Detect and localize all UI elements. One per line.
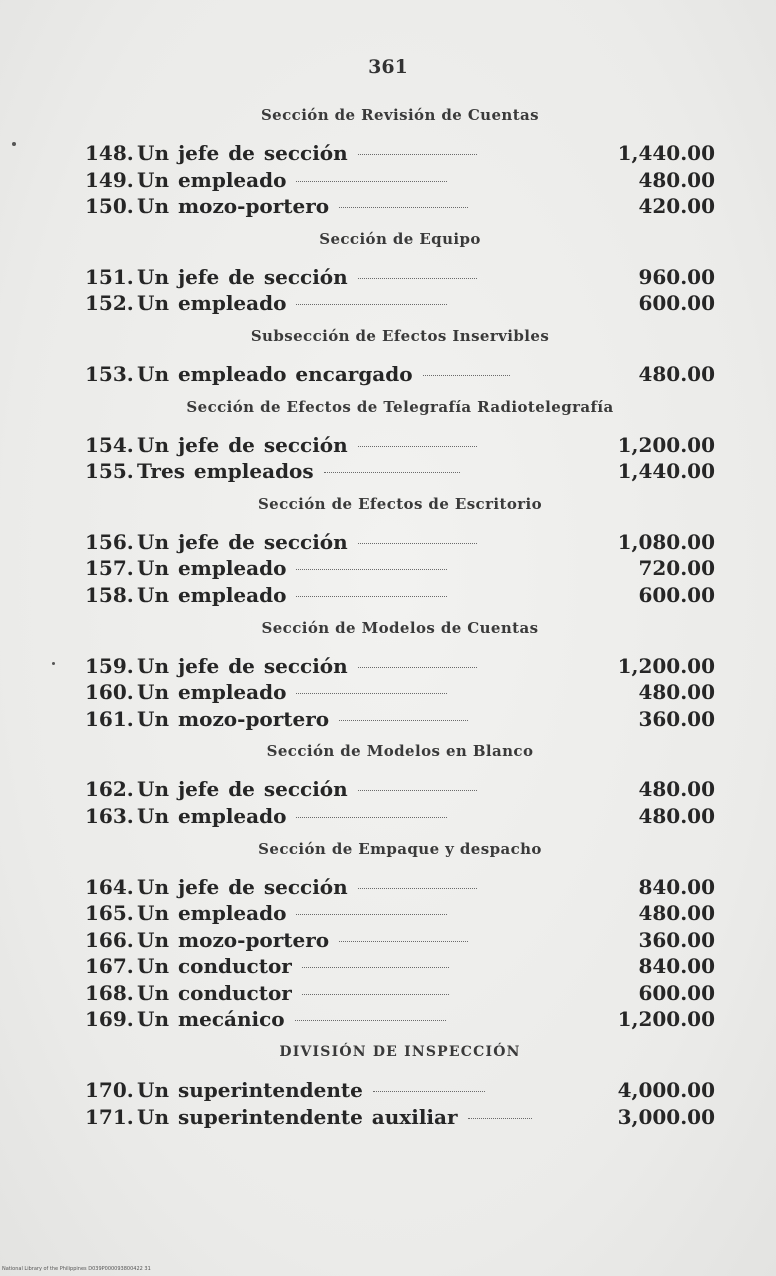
- item-number: 153.: [85, 361, 134, 386]
- item-amount: 420.00: [638, 194, 715, 219]
- item-label: Un empleado: [137, 582, 287, 607]
- item-number: 149.: [85, 167, 134, 192]
- item-label: Un superintendente: [137, 1078, 363, 1103]
- section-heading: DIVISIÓN DE INSPECCIÓN: [279, 1044, 521, 1061]
- item-number: 150.: [85, 194, 134, 219]
- item-label: Un empleado encargado: [137, 361, 413, 386]
- item-amount: 360.00: [638, 927, 715, 952]
- item-number: 169.: [85, 1007, 134, 1032]
- footer-credit: National Library of the Philippines D039P000093800422 31: [2, 1266, 151, 1272]
- item-number: 160.: [85, 680, 134, 705]
- item-number: 161.: [85, 706, 134, 731]
- item-amount: 1,440.00: [617, 459, 715, 484]
- list-item: [85, 1077, 715, 1104]
- list-item: [85, 900, 715, 927]
- item-label: Un mecánico: [137, 1007, 285, 1032]
- item-amount: 1,200.00: [617, 432, 715, 457]
- section-heading: Sección de Equipo: [319, 229, 481, 248]
- list-item: [85, 679, 715, 706]
- list-item: [85, 140, 715, 167]
- item-amount: 480.00: [638, 680, 716, 705]
- list-item: [85, 1104, 715, 1131]
- item-number: 151.: [85, 264, 134, 289]
- dot-leader: [296, 692, 446, 694]
- dot-leader: [339, 940, 468, 942]
- item-number: 148.: [85, 141, 134, 165]
- dot-leader: [302, 993, 450, 995]
- list-item: [85, 361, 715, 388]
- item-amount: 480.00: [638, 167, 716, 192]
- list-item: [85, 653, 715, 680]
- dot-leader: [358, 666, 478, 668]
- item-number: 171.: [85, 1104, 134, 1129]
- item-label: Un conductor: [137, 954, 292, 979]
- dot-leader: [358, 277, 478, 279]
- item-label: Un jefe de sección: [137, 141, 348, 165]
- list-item: [85, 529, 715, 556]
- dot-leader: [358, 153, 478, 155]
- section-heading: Subsección de Efectos Inservibles: [250, 326, 550, 345]
- list-item: [85, 555, 715, 582]
- item-label: Tres empleados: [137, 459, 314, 484]
- dot-leader: [339, 206, 468, 208]
- list-item: [85, 874, 715, 901]
- list-item: [85, 582, 715, 609]
- dot-leader: [358, 445, 478, 447]
- item-amount: 3,000.00: [617, 1104, 715, 1129]
- page-number: 361: [368, 56, 408, 78]
- item-label: Un mozo-portero: [137, 927, 330, 952]
- item-label: Un jefe de sección: [137, 529, 348, 554]
- item-amount: 1,080.00: [617, 529, 715, 554]
- section-heading: Sección de Revisión de Cuentas: [260, 106, 540, 124]
- dot-leader: [295, 1019, 446, 1021]
- item-amount: 4,000.00: [617, 1078, 716, 1103]
- item-amount: 480.00: [638, 803, 716, 828]
- list-item: [85, 193, 715, 220]
- dot-leader: [423, 374, 510, 376]
- list-item: [85, 953, 715, 980]
- item-number: 155.: [85, 459, 134, 484]
- section: [85, 323, 715, 388]
- item-amount: 960.00: [638, 264, 715, 289]
- item-amount: 480.00: [638, 361, 715, 386]
- item-amount: 480.00: [638, 901, 716, 926]
- item-label: Un jefe de sección: [137, 432, 348, 457]
- item-number: 162.: [85, 777, 134, 802]
- dot-leader: [373, 1090, 485, 1092]
- item-number: 166.: [85, 927, 134, 952]
- item-number: 158.: [85, 582, 134, 607]
- section: [85, 836, 715, 1034]
- dot-leader: [296, 816, 446, 818]
- item-amount: 1,440.00: [617, 141, 715, 165]
- list-item: [85, 803, 715, 830]
- dot-leader: [358, 542, 478, 544]
- budget-list: [85, 96, 715, 1130]
- item-label: Un empleado: [137, 291, 287, 316]
- dot-leader: [296, 913, 446, 915]
- item-label: Un mozo-portero: [137, 706, 330, 731]
- dot-leader: [296, 303, 446, 305]
- list-item: [85, 290, 715, 317]
- item-amount: 600.00: [638, 980, 716, 1005]
- list-item: [85, 432, 715, 459]
- section: [85, 394, 715, 485]
- dot-leader: [296, 568, 446, 570]
- section: [85, 1039, 715, 1130]
- item-label: Un empleado: [137, 901, 287, 926]
- dot-leader: [468, 1117, 533, 1119]
- item-amount: 720.00: [638, 556, 716, 581]
- paper-speck: [12, 142, 16, 146]
- section: [85, 226, 715, 317]
- item-label: Un superintendente auxiliar: [137, 1104, 458, 1129]
- list-item: [85, 776, 715, 803]
- dot-leader: [324, 471, 461, 473]
- item-number: 164.: [85, 874, 134, 899]
- section-heading: Sección de Modelos en Blanco: [266, 742, 534, 761]
- dot-leader: [358, 789, 478, 791]
- list-item: [85, 927, 715, 954]
- item-amount: 840.00: [638, 954, 716, 979]
- paper-speck: [52, 662, 55, 665]
- item-number: 159.: [85, 653, 134, 678]
- item-label: Un empleado: [137, 556, 287, 581]
- section-heading: Sección de Empaque y despacho: [258, 839, 542, 858]
- section-heading: Sección de Efectos de Escritorio: [257, 494, 543, 513]
- list-item: [85, 458, 715, 485]
- item-label: Un jefe de sección: [137, 777, 348, 802]
- list-item: [85, 264, 715, 291]
- item-number: 163.: [85, 803, 134, 828]
- item-label: Un empleado: [137, 680, 287, 705]
- dot-leader: [296, 180, 446, 182]
- item-number: 167.: [85, 954, 134, 979]
- section-heading: Sección de Efectos de Telegrafía Radiotelegrafía: [186, 397, 614, 416]
- item-number: 170.: [85, 1078, 134, 1103]
- item-amount: 1,200.00: [617, 1007, 715, 1032]
- item-label: Un conductor: [137, 980, 292, 1005]
- item-number: 157.: [85, 556, 134, 581]
- section: [85, 491, 715, 609]
- section-heading: Sección de Modelos de Cuentas: [261, 618, 539, 637]
- dot-leader: [296, 595, 446, 597]
- list-item: [85, 980, 715, 1007]
- item-amount: 840.00: [638, 874, 715, 899]
- section: [85, 738, 715, 829]
- item-amount: 480.00: [638, 777, 715, 802]
- item-amount: 600.00: [638, 582, 716, 607]
- list-item: [85, 706, 715, 733]
- dot-leader: [302, 966, 450, 968]
- item-number: 154.: [85, 432, 134, 457]
- list-item: [85, 167, 715, 194]
- dot-leader: [358, 887, 478, 889]
- item-label: Un empleado: [137, 803, 287, 828]
- item-number: 152.: [85, 291, 134, 316]
- item-label: Un jefe de sección: [137, 264, 348, 289]
- item-label: Un mozo-portero: [137, 194, 330, 219]
- section: [85, 102, 715, 220]
- item-amount: 600.00: [638, 291, 716, 316]
- item-label: Un jefe de sección: [137, 653, 348, 678]
- item-number: 168.: [85, 980, 134, 1005]
- item-amount: 360.00: [638, 706, 715, 731]
- item-amount: 1,200.00: [617, 653, 715, 678]
- list-item: [85, 1006, 715, 1033]
- item-number: 165.: [85, 901, 134, 926]
- dot-leader: [339, 719, 468, 721]
- item-number: 156.: [85, 529, 134, 554]
- section: [85, 615, 715, 733]
- item-label: Un jefe de sección: [137, 874, 348, 899]
- item-label: Un empleado: [137, 167, 287, 192]
